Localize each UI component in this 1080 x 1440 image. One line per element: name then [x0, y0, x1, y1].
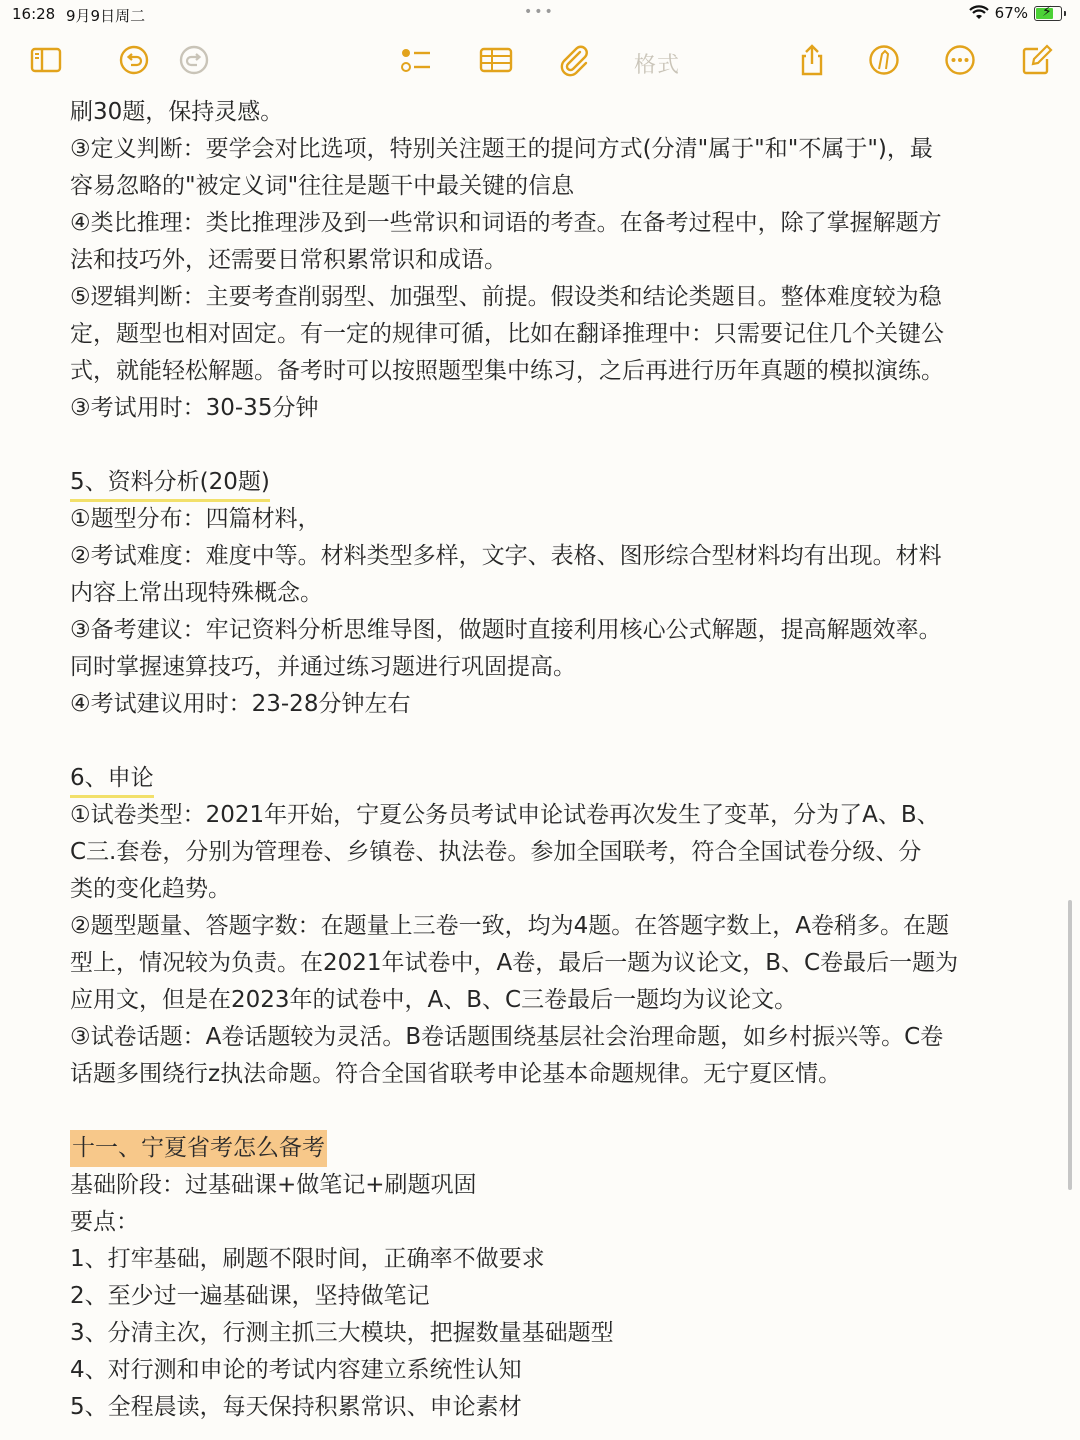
share-icon[interactable]	[794, 42, 830, 78]
note-line: 法和技巧外，还需要日常积累常识和成语。	[70, 247, 507, 273]
compose-icon[interactable]	[1018, 42, 1054, 78]
sidebar-icon[interactable]	[28, 42, 64, 78]
status-time: 16:28	[12, 5, 56, 23]
multitasking-dots-icon[interactable]: •••	[524, 4, 555, 20]
note-line: 4、对行测和申论的考试内容建立系统性认知	[70, 1357, 522, 1383]
note-line: ③备考建议：牢记资料分析思维导图，做题时直接利用核心公式解题，提高解题效率。	[70, 617, 942, 643]
note-line: 要点：	[70, 1209, 139, 1235]
note-line: ③定义判断：要学会对比选项，特别关注题王的提问方式(分清"属于"和"不属于")，最	[70, 136, 933, 162]
note-line: 5、全程晨读，每天保持积累常识、申论素材	[70, 1394, 522, 1420]
note-line: 应用文，但是在2023年的试卷中，A、B、C三卷最后一题均为议论文。	[70, 987, 798, 1013]
note-line: 刷30题，保持灵感。	[70, 99, 284, 125]
more-icon[interactable]	[942, 42, 978, 78]
notes-toolbar	[0, 36, 1080, 86]
note-line: 话题多围绕行z执法命题。符合全国省联考申论基本命题规律。无宁夏区情。	[70, 1061, 842, 1087]
charging-bolt-icon: ⚡	[1042, 3, 1052, 20]
note-line: 内容上常出现特殊概念。	[70, 580, 323, 606]
battery-cap	[1064, 11, 1066, 16]
section-6	[70, 760, 1020, 1093]
undo-icon[interactable]	[116, 42, 152, 78]
note-line: 基础阶段：过基础课+做笔记+刷题巩固	[70, 1172, 477, 1198]
note-line: ④类比推理：类比推理涉及到一些常识和词语的考查。在备考过程中，除了掌握解题方	[70, 210, 942, 236]
wifi-icon	[969, 5, 989, 21]
note-line: 1、打牢基础，刷题不限时间，正确率不做要求	[70, 1246, 545, 1272]
section-6-heading: 6、申论	[70, 763, 154, 798]
note-line: ②考试难度：难度中等。材料类型多样，文字、表格、图形综合型材料均有出现。材料	[70, 543, 942, 569]
checklist-icon[interactable]	[398, 42, 434, 78]
note-line: 3、分清主次，行测主抓三大模块，把握数量基础题型	[70, 1320, 614, 1346]
markup-icon[interactable]	[866, 42, 902, 78]
note-line: 容易忽略的"被定义词"往往是题干中最关键的信息	[70, 173, 575, 199]
format-button[interactable]: 格式	[634, 53, 681, 78]
status-date: 9月9日周二	[66, 7, 146, 25]
section-4-continued	[70, 94, 1020, 427]
note-line: 式，就能轻松解题。备考时可以按照题型集中练习，之后再进行历年真题的模拟演练。	[70, 358, 944, 384]
note-line: 类的变化趋势。	[70, 876, 231, 902]
attachment-icon[interactable]	[556, 42, 592, 78]
note-line: ③试卷话题：A卷话题较为灵活。B卷话题围绕基层社会治理命题，如乡村振兴等。C卷	[70, 1024, 944, 1050]
note-line: 同时掌握速算技巧，并通过练习题进行巩固提高。	[70, 654, 576, 680]
status-right	[969, 4, 1066, 22]
battery-percent: 67%	[994, 4, 1028, 22]
section-5	[70, 464, 1020, 723]
section-11	[70, 1130, 1020, 1426]
note-line: C三.套卷，分别为管理卷、乡镇卷、执法卷。参加全国联考，符合全国试卷分级、分	[70, 839, 922, 865]
status-bar	[0, 0, 1080, 28]
note-line: ③考试用时：30-35分钟	[70, 395, 319, 421]
battery-icon	[1034, 3, 1062, 21]
note-line: ④考试建议用时：23-28分钟左右	[70, 691, 411, 717]
redo-icon[interactable]	[176, 42, 212, 78]
note-body[interactable]	[70, 94, 1020, 1426]
scrollbar[interactable]	[1068, 900, 1072, 1190]
note-line: 定，题型也相对固定。有一定的规律可循，比如在翻译推理中：只需要记住几个关键公	[70, 321, 944, 347]
section-11-heading: 十一、宁夏省考怎么备考	[70, 1130, 327, 1167]
table-icon[interactable]	[478, 42, 514, 78]
note-line: ⑤逻辑判断：主要考查削弱型、加强型、前提。假设类和结论类题目。整体难度较为稳	[70, 284, 942, 310]
section-5-heading: 5、资料分析(20题)	[70, 467, 270, 502]
note-line: ②题型题量、答题字数：在题量上三卷一致，均为4题。在答题字数上，A卷稍多。在题	[70, 913, 949, 939]
note-line: 2、至少过一遍基础课，坚持做笔记	[70, 1283, 430, 1309]
note-line: 型上，情况较为负责。在2021年试卷中，A卷，最后一题为议论文，B、C卷最后一题为	[70, 950, 959, 976]
note-line: ①试卷类型：2021年开始，宁夏公务员考试申论试卷再次发生了变革，分为了A、B、	[70, 802, 940, 828]
note-line: ①题型分布：四篇材料，	[70, 506, 321, 532]
